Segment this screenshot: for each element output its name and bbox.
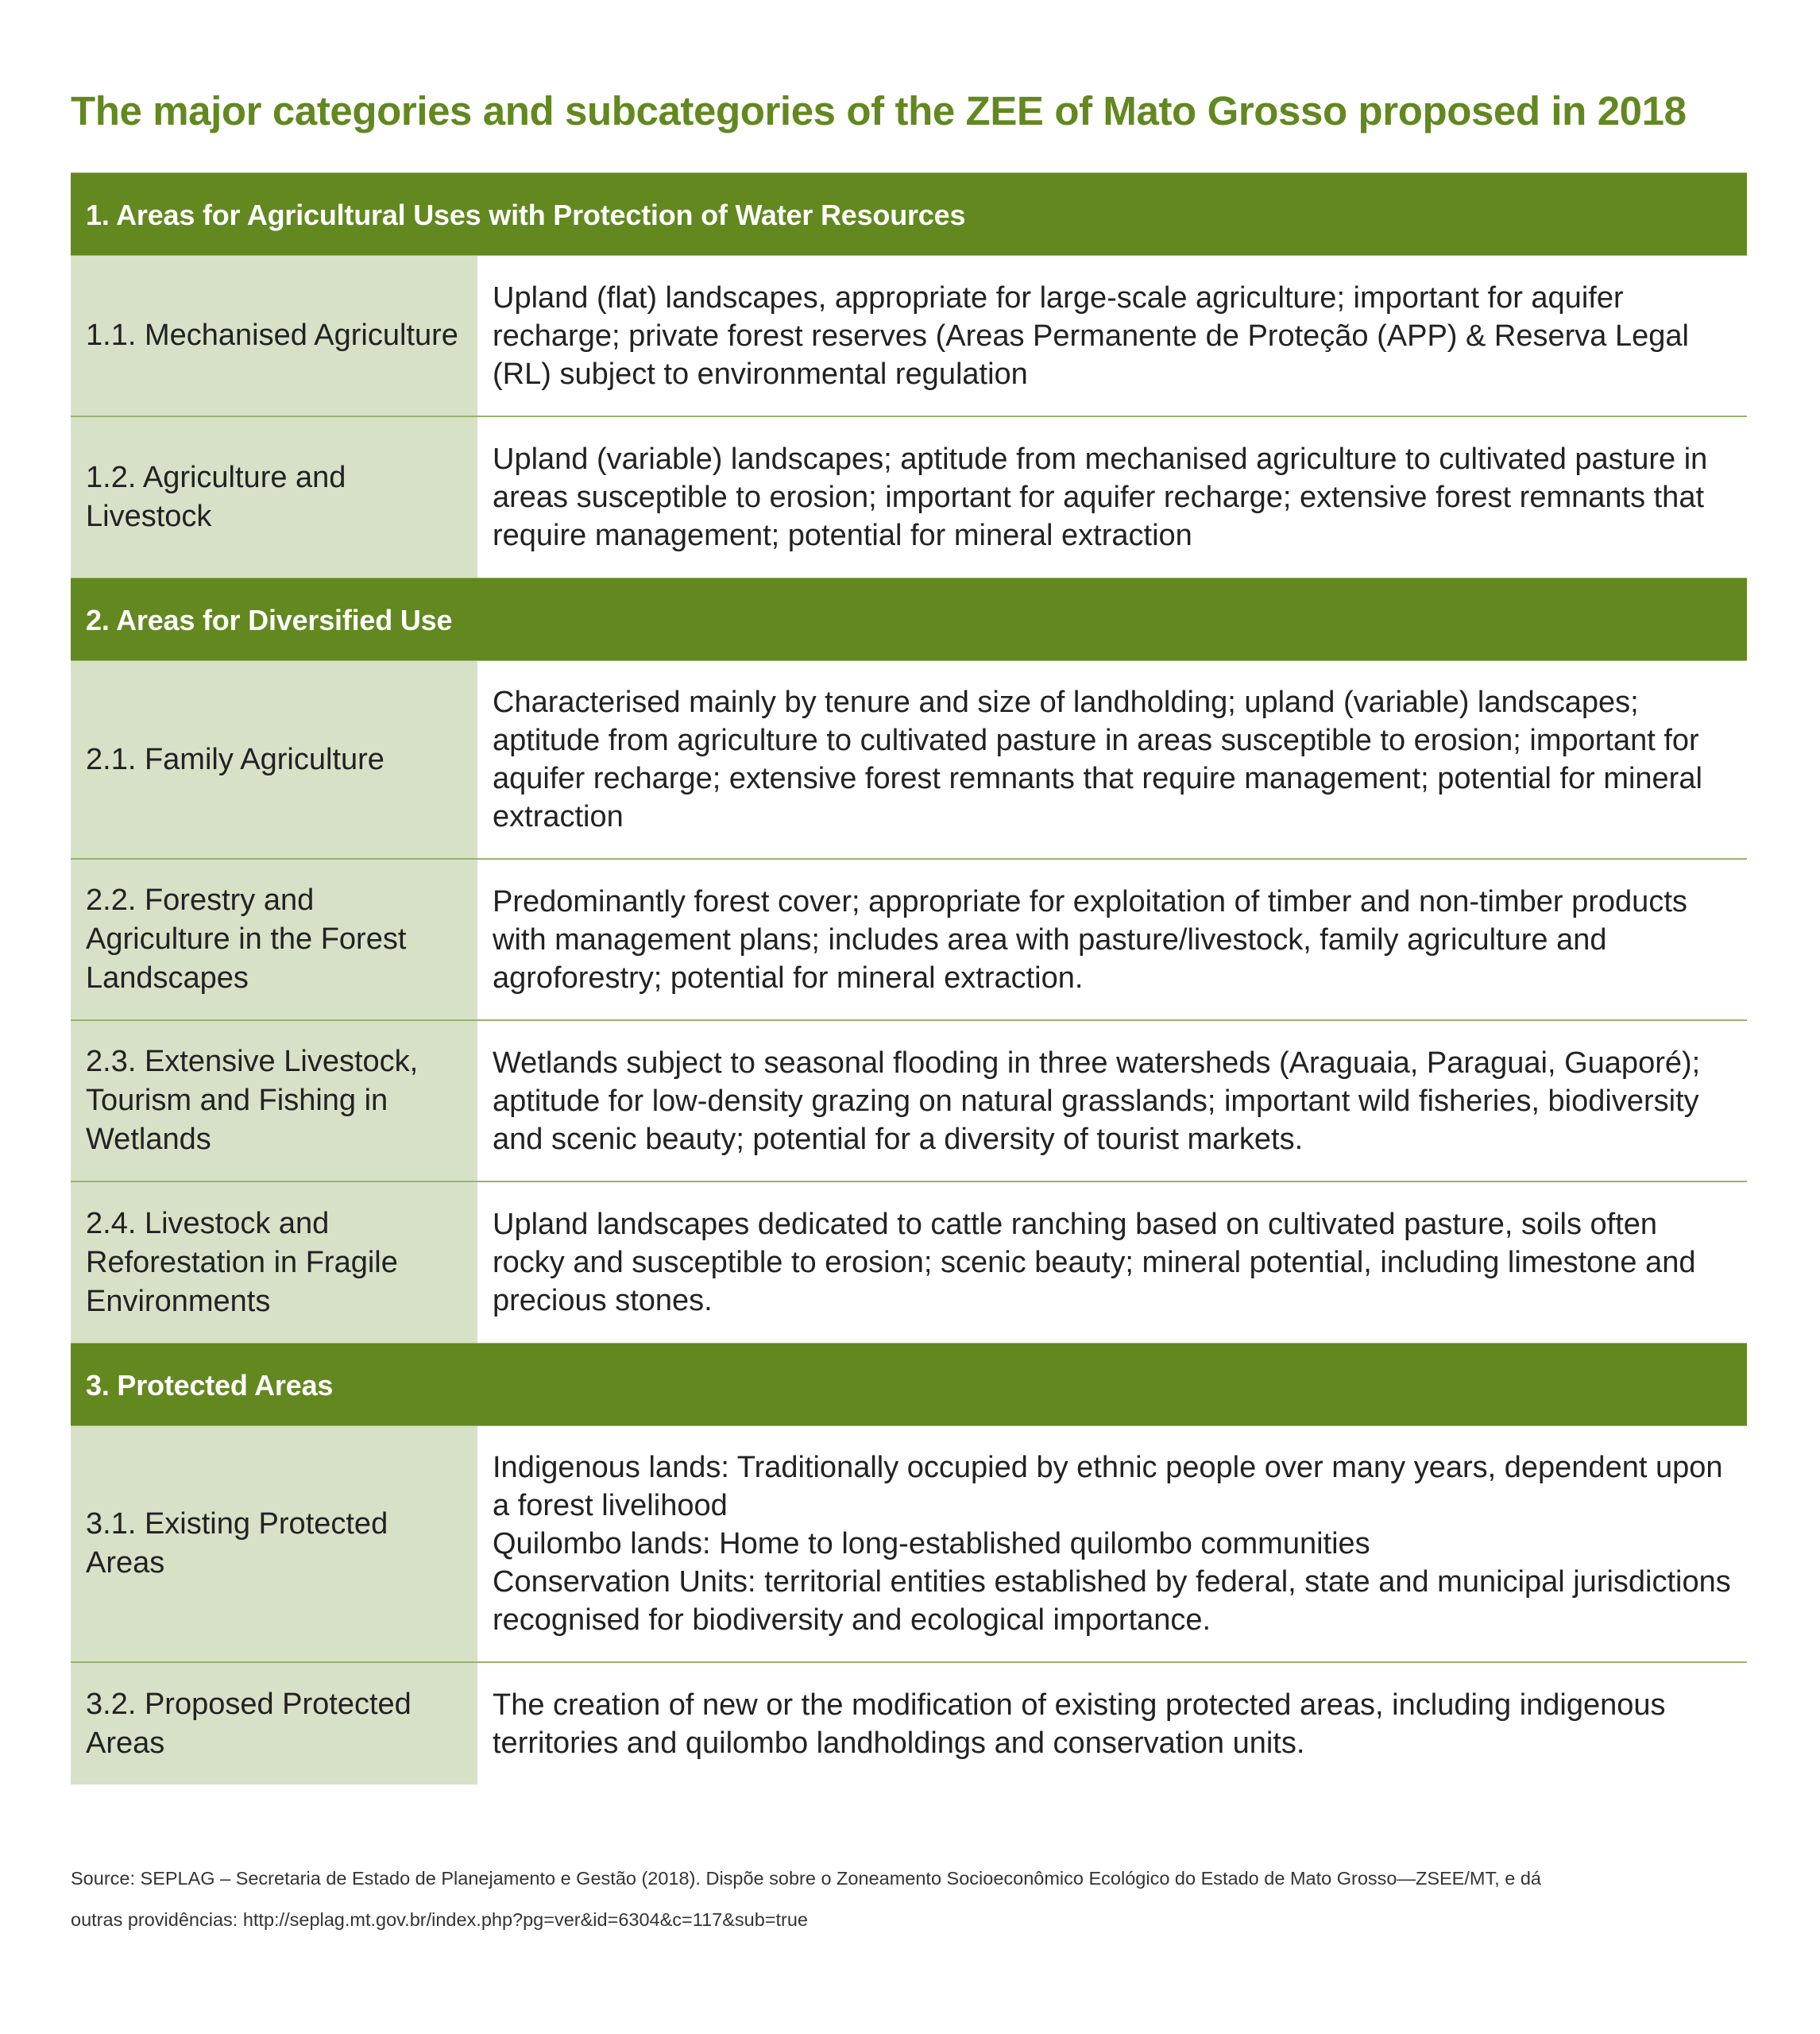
category-header: 2. Areas for Diversified Use xyxy=(71,578,1747,661)
source-line: outras providências: http://seplag.mt.gov.br/index.php?pg=ver&id=6304&c=117&sub=true xyxy=(71,1909,808,1930)
source-note xyxy=(71,1858,1787,1940)
subcategory-name: 2.3. Extensive Livestock, Tourism and Fishing in Wetlands xyxy=(71,1021,477,1181)
zee-categories-table xyxy=(71,172,1747,1785)
table-row xyxy=(71,256,1747,417)
description-line: Conservation Units: territorial entities established by federal, state and municipal jurisdictions recognised for biodiversity and ecological importance. xyxy=(493,1565,1731,1637)
table-row xyxy=(71,1021,1747,1182)
table-row xyxy=(71,1663,1747,1785)
table-row xyxy=(71,860,1747,1021)
subcategory-description: Upland (variable) landscapes; aptitude from mechanised agriculture to cultivated pasture in areas susceptible to erosion; important for aquifer recharge; extensive forest remnants that require management; potential for mineral extraction xyxy=(477,417,1747,578)
table-row xyxy=(71,1426,1747,1663)
table-row xyxy=(71,1182,1747,1343)
subcategory-name: 1.1. Mechanised Agriculture xyxy=(71,256,477,416)
subcategory-description: The creation of new or the modification of existing protected areas, including indigenous territories and quilombo landholdings and conservation units. xyxy=(477,1663,1747,1785)
subcategory-description: Predominantly forest cover; appropriate for exploitation of timber and non-timber products with management plans; includes area with pasture/livestock, family agriculture and agroforestry; potential for mineral extraction. xyxy=(477,860,1747,1019)
subcategory-description xyxy=(477,1426,1747,1661)
source-line: Source: SEPLAG – Secretaria de Estado de Planejamento e Gestão (2018). Dispõe sobre o Zoneamento Socioeconômico Ecológico do Estado de Mato Grosso—ZSEE/MT, e dá xyxy=(71,1868,1541,1889)
subcategory-description: Characterised mainly by tenure and size of landholding; upland (variable) landscapes; aptitude from agriculture to cultivated pasture in areas susceptible to erosion; important for aquifer recharge; extensive forest remnants that require management; potential for mineral extraction xyxy=(477,661,1747,858)
subcategory-name: 2.2. Forestry and Agriculture in the Forest Landscapes xyxy=(71,860,477,1019)
subcategory-description: Upland landscapes dedicated to cattle ranching based on cultivated pasture, soils often rocky and susceptible to erosion; scenic beauty; mineral potential, including limestone and precious stones. xyxy=(477,1182,1747,1343)
category-header: 1. Areas for Agricultural Uses with Protection of Water Resources xyxy=(71,172,1747,256)
subcategory-description: Wetlands subject to seasonal flooding in three watersheds (Araguaia, Paraguai, Guaporé); aptitude for low-density grazing on natural grasslands; important wild fisheries, biodiversity and scenic beauty; potential for a diversity of tourist markets. xyxy=(477,1021,1747,1181)
subcategory-name: 1.2. Agriculture and Livestock xyxy=(71,417,477,578)
table-row xyxy=(71,661,1747,860)
page-title: The major categories and subcategories of the ZEE of Mato Grosso proposed in 2018 xyxy=(71,88,1687,133)
subcategory-name: 2.4. Livestock and Reforestation in Fragile Environments xyxy=(71,1182,477,1343)
description-line: Quilombo lands: Home to long-established quilombo communities xyxy=(493,1527,1370,1560)
category-header: 3. Protected Areas xyxy=(71,1343,1747,1426)
subcategory-name: 3.2. Proposed Protected Areas xyxy=(71,1663,477,1785)
subcategory-name: 3.1. Existing Protected Areas xyxy=(71,1426,477,1661)
description-line: Indigenous lands: Traditionally occupied by ethnic people over many years, dependent upon a forest livelihood xyxy=(493,1451,1723,1522)
subcategory-name: 2.1. Family Agriculture xyxy=(71,661,477,858)
table-row xyxy=(71,417,1747,578)
subcategory-description: Upland (flat) landscapes, appropriate for large-scale agriculture; important for aquifer recharge; private forest reserves (Areas Permanente de Proteção (APP) & Reserva Legal (RL) subject to environmental regulation xyxy=(477,256,1747,416)
